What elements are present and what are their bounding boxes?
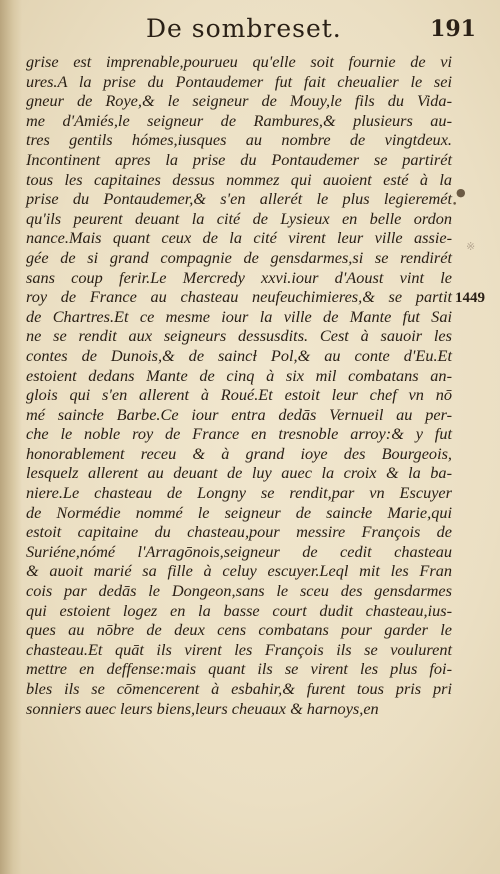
text-line: sans coup ferir.Le Mercredy xxvi.iour d'Aoust vint le <box>26 267 452 287</box>
margin-faded-mark: ※ <box>466 240 476 253</box>
text-line: nance.Mais quant ceux de la cité virent leur ville assie- <box>26 228 452 248</box>
text-line: honorablement receu & à grand ioye des Bourgeois, <box>26 443 452 463</box>
text-line: prise du Pontaudemer,& s'en allerét le plus legieremét <box>26 189 452 209</box>
text-line: Suriéne,nómé l'Arragōnois,seigneur de cedit chasteau <box>26 541 452 561</box>
text-line: gneur de Roye,& le seigneur de Mouy,le fils du Vida- <box>26 91 452 111</box>
text-line: de Chartres.Et ce mesme iour la ville de Mante fut Sai <box>26 306 452 326</box>
body-text <box>26 52 452 718</box>
text-line: de Normédie nommé le seigneur de saincɫe Marie,qui <box>26 502 452 522</box>
text-line: roy de France au chasteau neufeuchimieres,& se partit <box>26 287 452 307</box>
page-number: 191 <box>430 16 476 42</box>
text-line: bles ils se cōmencerent à esbahir,& furent tous pris pri <box>26 679 452 698</box>
text-line: glois qui s'en allerent à Roué.Et estoit leur chef vn nō <box>26 385 452 405</box>
text-line: lesquelz allerent au deuant de luy auec la croix & la ba- <box>26 463 452 483</box>
text-line: me d'Amiés,le seigneur de Rambures,& plusieurs au- <box>26 110 452 130</box>
text-line: tous les capitaines dessus nommez qui auoient esté à la <box>26 169 452 189</box>
text-line: gée de si grand compagnie de gensdarmes,si se rendirét <box>26 247 452 267</box>
text-line: mettre en deffense:mais quant ils se virent les plus foi- <box>26 659 452 679</box>
running-head: De sombreset. <box>146 14 342 43</box>
text-line: ures.A la prise du Pontaudemer fut fait cheualier le sei <box>26 71 452 91</box>
text-line: & auoit marié sa fille à celuy escuyer.Leql mit les Fran <box>26 561 452 581</box>
text-line: qui estoient logez en la basse court dudit chasteau,ius- <box>26 600 452 620</box>
page-header <box>28 14 476 48</box>
margin-dot-ornament: • <box>452 200 458 210</box>
text-line: niere.Le chasteau de Longny se rendit,par vn Escuyer <box>26 483 452 503</box>
text-line: ne se rendit aux seigneurs dessusdits. Cest à sauoir les <box>26 326 452 346</box>
text-line: cois par dedās le Dongeon,sans le sceu des gensdarmes <box>26 581 452 601</box>
binding-gutter <box>0 0 22 874</box>
text-line: ques au nōbre de deux cens combatans pour garder le <box>26 620 452 640</box>
text-line: Incontinent apres la prise du Pontaudemer se partirét <box>26 149 452 169</box>
text-line: mé saincɫe Barbe.Ce iour entra dedās Vernueil au per- <box>26 404 452 424</box>
text-line: estoit capitaine du chasteau,pour messire François de <box>26 522 452 542</box>
text-line: grise est imprenable,pourueu qu'elle soit fournie de vi <box>26 52 452 71</box>
text-line: sonniers auec leurs biens,leurs cheuaux & harnoys,en <box>26 698 379 718</box>
text-line: che le noble roy de France en tresnoble arroy:& y fut <box>26 424 452 444</box>
text-line: qu'ils peurent deuant la cité de Lysieux en belle ordon <box>26 208 452 228</box>
margin-dot-ornament: ● <box>456 186 466 199</box>
text-line: estoient dedans Mante de cinq à six mil combatans an- <box>26 365 452 385</box>
text-line: chasteau.Et quāt ils virent les François ils se voulurent <box>26 639 452 659</box>
text-line: contes de Dunois,& de saincɫ Pol,& au conte d'Eu.Et <box>26 345 452 365</box>
text-line: tres gentils hómes,iusques au nombre de vingtdeux. <box>26 130 452 150</box>
margin-year-note: 1449 <box>455 290 485 306</box>
